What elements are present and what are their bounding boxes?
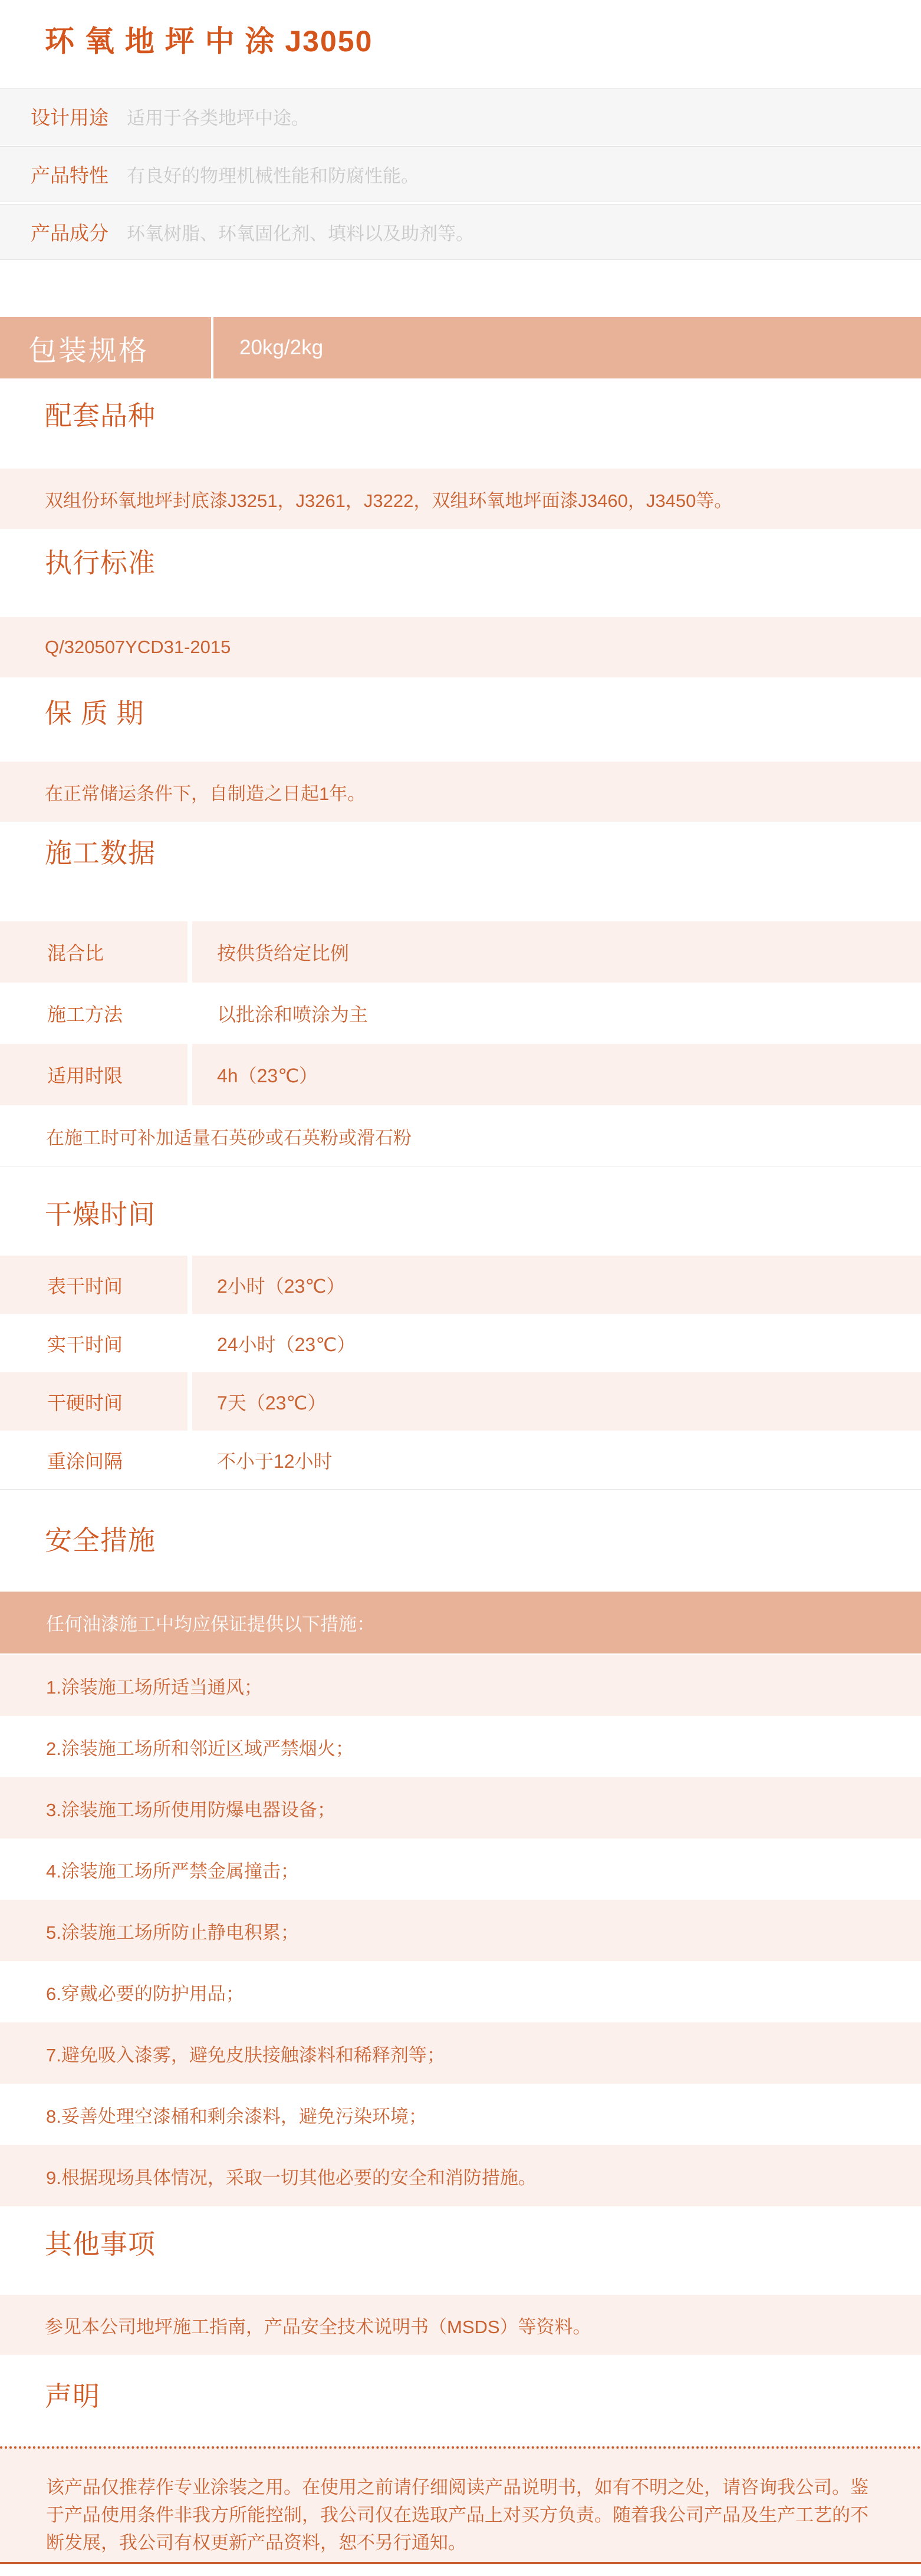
section-heading-other: 其他事项: [45, 2229, 156, 2259]
table-row: [0, 983, 921, 1044]
table-row: [0, 1044, 921, 1105]
section-heading-shelf-life: 保 质 期: [45, 698, 144, 729]
spec-value: 4h（23℃）: [217, 1065, 318, 1086]
packaging-label: 包装规格: [0, 317, 213, 378]
section-heading-standard: 执行标准: [45, 548, 156, 578]
spec-label: 适用时限: [0, 1044, 192, 1105]
table-row: [0, 921, 921, 983]
packaging-banner: [0, 317, 921, 378]
spec-value: 7天（23℃）: [217, 1392, 327, 1414]
list-item: 6.穿戴必要的防护用品；: [0, 1961, 921, 2022]
list-item: 4.涂装施工场所严禁金属撞击；: [0, 1839, 921, 1900]
property-value: 环氧树脂、环氧固化剂、填料以及助剂等。: [127, 223, 474, 244]
property-label: 产品成分: [31, 222, 108, 244]
list-item: 5.涂装施工场所防止静电积累；: [0, 1900, 921, 1961]
statement-content: 该产品仅推荐作专业涂装之用。在使用之前请仔细阅读产品说明书，如有不明之处，请咨询我公司。鉴于产品使用条件非我方所能控制，我公司仅在选取产品上对买方负责。随着我公司产品及生产工艺的不断发展，我公司有权更新产品资料，恕不另行通知。: [0, 2446, 921, 2564]
spec-value: 按供货给定比例: [217, 943, 350, 964]
property-label: 产品特性: [31, 164, 108, 186]
spec-label: 表干时间: [0, 1256, 192, 1314]
drying-time-table: [0, 1256, 921, 1490]
spec-label: 施工方法: [0, 983, 192, 1044]
properties-table: [0, 88, 921, 260]
shelf-life-content: 在正常储运条件下，自制造之日起1年。: [0, 762, 921, 822]
property-label: 设计用途: [31, 107, 108, 129]
other-content: 参见本公司地坪施工指南，产品安全技术说明书（MSDS）等资料。: [0, 2295, 921, 2355]
standard-content: Q/320507YCD31-2015: [0, 617, 921, 677]
table-row: [0, 1256, 921, 1314]
section-heading-drying-time: 干燥时间: [45, 1199, 156, 1230]
application-data-note: 在施工时可补加适量石英砂或石英粉或滑石粉: [0, 1105, 921, 1167]
table-row: [0, 1372, 921, 1431]
list-item: 3.涂装施工场所使用防爆电器设备；: [0, 1777, 921, 1839]
list-item: 7.避免吸入漆雾，避免皮肤接触漆料和稀释剂等；: [0, 2022, 921, 2084]
section-heading-safety: 安全措施: [45, 1525, 156, 1556]
section-heading-application-data: 施工数据: [45, 838, 156, 868]
spec-value: 不小于12小时: [217, 1450, 333, 1472]
spec-label: 混合比: [0, 921, 192, 983]
section-heading-statement: 声明: [45, 2381, 100, 2412]
table-row: [0, 1431, 921, 1489]
packaging-value: 20kg/2kg: [239, 336, 324, 359]
spec-label: 实干时间: [0, 1314, 192, 1372]
table-row: [0, 204, 921, 260]
section-heading-matching-products: 配套品种: [45, 400, 156, 431]
spec-value: 以批涂和喷涂为主: [217, 1004, 369, 1025]
list-item: 8.妥善处理空漆桶和剩余漆料，避免污染环境；: [0, 2084, 921, 2145]
safety-list: [0, 1655, 921, 2206]
application-data-table: [0, 921, 921, 1167]
page-title: 环 氧 地 坪 中 涂 J3050: [45, 25, 373, 58]
spec-label: 重涂间隔: [0, 1431, 192, 1489]
list-item: 9.根据现场具体情况，采取一切其他必要的安全和消防措施。: [0, 2145, 921, 2206]
spec-label: 干硬时间: [0, 1372, 192, 1431]
spec-value: 2小时（23℃）: [217, 1275, 346, 1297]
table-row: [0, 88, 921, 144]
spec-value: 24小时（23℃）: [217, 1333, 356, 1355]
safety-banner: 任何油漆施工中均应保证提供以下措施：: [0, 1592, 921, 1653]
list-item: 2.涂装施工场所和邻近区域严禁烟火；: [0, 1716, 921, 1777]
matching-products-content: 双组份环氧地坪封底漆J3251，J3261，J3222，双组环氧地坪面漆J3460，J3450等。: [0, 469, 921, 529]
list-item: 1.涂装施工场所适当通风；: [0, 1655, 921, 1716]
table-row: [0, 146, 921, 202]
property-value: 有良好的物理机械性能和防腐性能。: [127, 166, 419, 186]
property-value: 适用于各类地坪中途。: [127, 108, 310, 129]
table-row: [0, 1314, 921, 1372]
